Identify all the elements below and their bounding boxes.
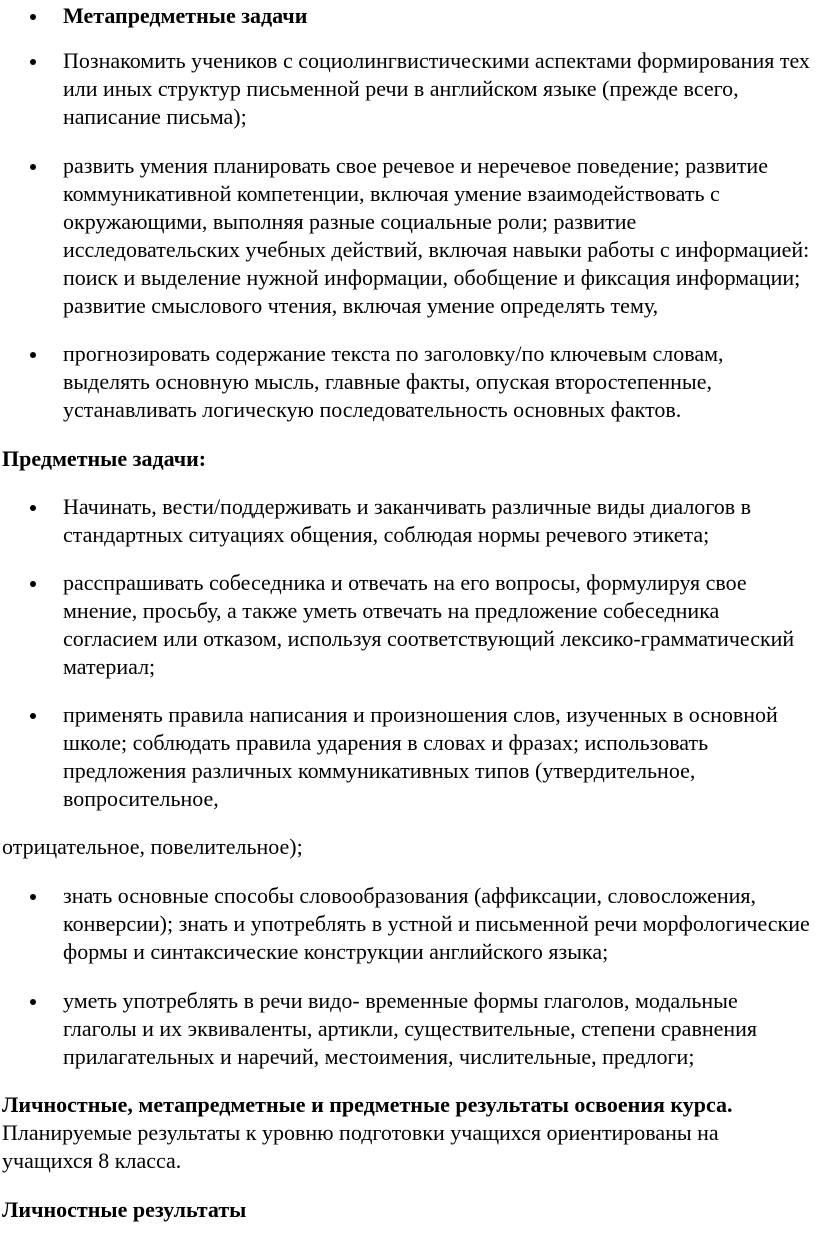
meta-tasks-heading: Метапредметные задачи (63, 3, 308, 28)
list-item (0, 47, 816, 131)
bullet-icon (30, 59, 36, 65)
list-item (0, 882, 816, 966)
list-item-text: применять правила написания и произношения слов, изученных в основной школе; соблюдать правила ударения в словах и фразах; использовать предложения различных коммуникативных типов (утвердительное, вопросительное, (63, 702, 778, 811)
results-heading: Личностные, метапредметные и предметные результаты освоения курса. (2, 1092, 733, 1117)
personal-results-heading (0, 1196, 816, 1224)
list-item-text: расспрашивать собеседника и отвечать на его вопросы, формулируя свое мнение, просьбу, а также уметь отвечать на предложение собеседника согласием или отказом, используя соответствующий лексико-грамматический материал; (63, 570, 795, 679)
bullet-icon (30, 713, 36, 719)
document-page (0, 2, 816, 1241)
list-item (0, 701, 816, 813)
list-item-text: Начинать, вести/поддерживать и заканчивать различные виды диалогов в стандартных ситуациях общения, соблюдая нормы речевого этикета; (63, 494, 752, 547)
list-item-text: прогнозировать содержание текста по заголовку/по ключевым словам, выделять основную мысль, главные факты, опуская второстепенные, устанавливать логическую последовательность основных фактов. (63, 341, 724, 422)
list-item (0, 569, 816, 681)
list-item (0, 152, 816, 320)
list-item (0, 2, 816, 30)
list-item-text: знать основные способы словообразования (аффиксации, словосложения, конверсии); знать и употреблять в устной и письменной речи морфологические формы и синтаксические конструкции английского языка; (63, 883, 810, 964)
meta-tasks-list (0, 2, 816, 424)
list-item (0, 987, 816, 1071)
results-text: Планируемые результаты к уровню подготовки учащихся ориентированы на учащихся 8 класса. (2, 1120, 719, 1173)
list-item (0, 493, 816, 549)
bullet-icon (30, 999, 36, 1005)
personal-results-heading-text: Личностные результаты (2, 1197, 247, 1222)
bullet-icon (30, 14, 36, 20)
bullet-icon (30, 352, 36, 358)
list-item-text: развить умения планировать свое речевое и неречевое поведение; развитие коммуникативной компетенции, включая умение взаимодействовать с окружающими, выполняя разные социальные роли; развитие исследовательских учебных действий, включая навыки работы с информацией: поиск и выделение нужной информации, обобщение и фиксация информации; развитие смыслового чтения, включая умение определять тему, (63, 153, 810, 318)
bullet-icon (30, 505, 36, 511)
subject-tasks-list (0, 493, 816, 813)
subject-tasks-list-continued (0, 882, 816, 1071)
list-item (0, 340, 816, 424)
continuation-text: отрицательное, повелительное); (2, 834, 303, 859)
bullet-icon (30, 894, 36, 900)
list-item-text: уметь употреблять в речи видо- временные формы глаголов, модальные глаголы и их эквиваленты, артикли, существительные, степени сравнения прилагательных и наречий, местоимения, числительные, предлоги; (63, 988, 758, 1069)
subject-tasks-heading (0, 445, 816, 473)
list-item-text: Познакомить учеников с социолингвистическими аспектами формирования тех или иных структур письменной речи в английском языке (прежде всего, написание письма); (63, 48, 810, 129)
results-paragraph (0, 1091, 816, 1175)
bullet-icon (30, 164, 36, 170)
subject-tasks-heading-text: Предметные задачи: (2, 446, 207, 471)
bullet-icon (30, 581, 36, 587)
